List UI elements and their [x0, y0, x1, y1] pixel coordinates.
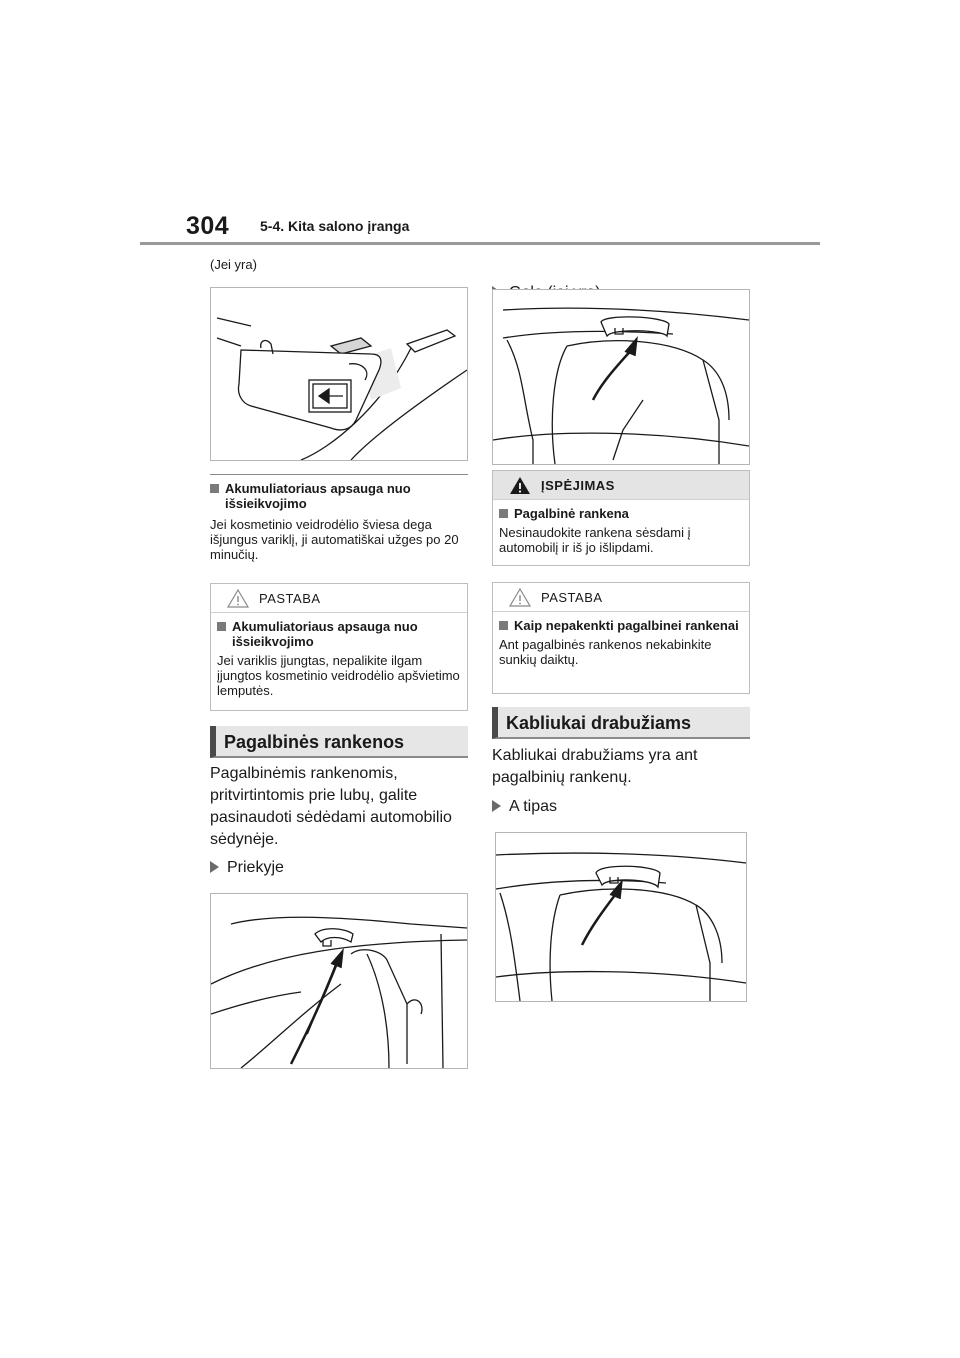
note-text: Jei variklis įjungtas, nepalikite ilgam įjungtos kosmetinio veidrodėlio apšvietimo lemputės. — [217, 653, 460, 698]
note-box-header — [211, 584, 467, 613]
warning-box — [492, 470, 750, 566]
square-bullet-icon — [217, 622, 226, 631]
clothes-hook-illustration — [495, 832, 747, 1002]
header-divider — [140, 242, 820, 245]
warning-triangle-icon — [509, 476, 531, 495]
section-title: 5-4. Kita salono įranga — [260, 218, 410, 234]
rear-grab-handle-illustration — [492, 289, 750, 465]
warning-label: ĮSPĖJIMAS — [541, 478, 615, 493]
section-divider — [210, 474, 468, 475]
vanity-mirror-illustration — [210, 287, 468, 461]
note-text: Ant pagalbinės rankenos nekabinkite sunkių daiktų. — [499, 637, 712, 667]
note-label: PASTABA — [541, 590, 603, 605]
square-bullet-icon — [499, 509, 508, 518]
if-equipped-label: (Jei yra) — [210, 257, 257, 272]
battery-text: Jei kosmetinio veidrodėlio šviesa dega išjungus variklį, ji automatiškai užges po 20 minučių. — [210, 517, 459, 562]
square-bullet-icon — [499, 621, 508, 630]
warning-box-header — [493, 471, 749, 500]
clothes-hooks-heading: Kabliukai drabužiams — [492, 707, 750, 739]
note-box-header — [493, 583, 749, 612]
clothes-hooks-text: Kabliukai drabužiams yra ant pagalbinių rankenų. — [492, 747, 698, 786]
note-heading: Akumuliatoriaus apsauga nuo išsieikvojimo — [217, 619, 461, 649]
caution-triangle-icon — [227, 589, 249, 608]
note-label: PASTABA — [259, 591, 321, 606]
warning-heading: Pagalbinė rankena — [499, 506, 743, 521]
grab-handles-text: Pagalbinėmis rankenomis, pritvirtintomis prie lubų, galite pasinaudoti sėdėdami automobilio sėdynėje. — [210, 765, 452, 848]
front-label: Priekyje — [210, 857, 284, 879]
page-number: 304 — [186, 212, 230, 240]
warning-text: Nesinaudokite rankena sėsdami į automobilį ir iš jo išlipdami. — [499, 525, 691, 555]
caution-triangle-icon — [509, 588, 531, 607]
battery-heading: Akumuliatoriaus apsauga nuo išsieikvojimo — [210, 481, 468, 511]
note-box-left — [210, 583, 468, 711]
front-grab-handle-illustration — [210, 893, 468, 1069]
note-heading: Kaip nepakenkti pagalbinei rankenai — [499, 618, 743, 633]
triangle-bullet-icon — [210, 861, 219, 873]
triangle-bullet-icon — [492, 800, 501, 812]
note-box-right — [492, 582, 750, 694]
grab-handles-heading: Pagalbinės rankenos — [210, 726, 468, 758]
square-bullet-icon — [210, 484, 219, 493]
type-a-label: A tipas — [492, 796, 557, 818]
